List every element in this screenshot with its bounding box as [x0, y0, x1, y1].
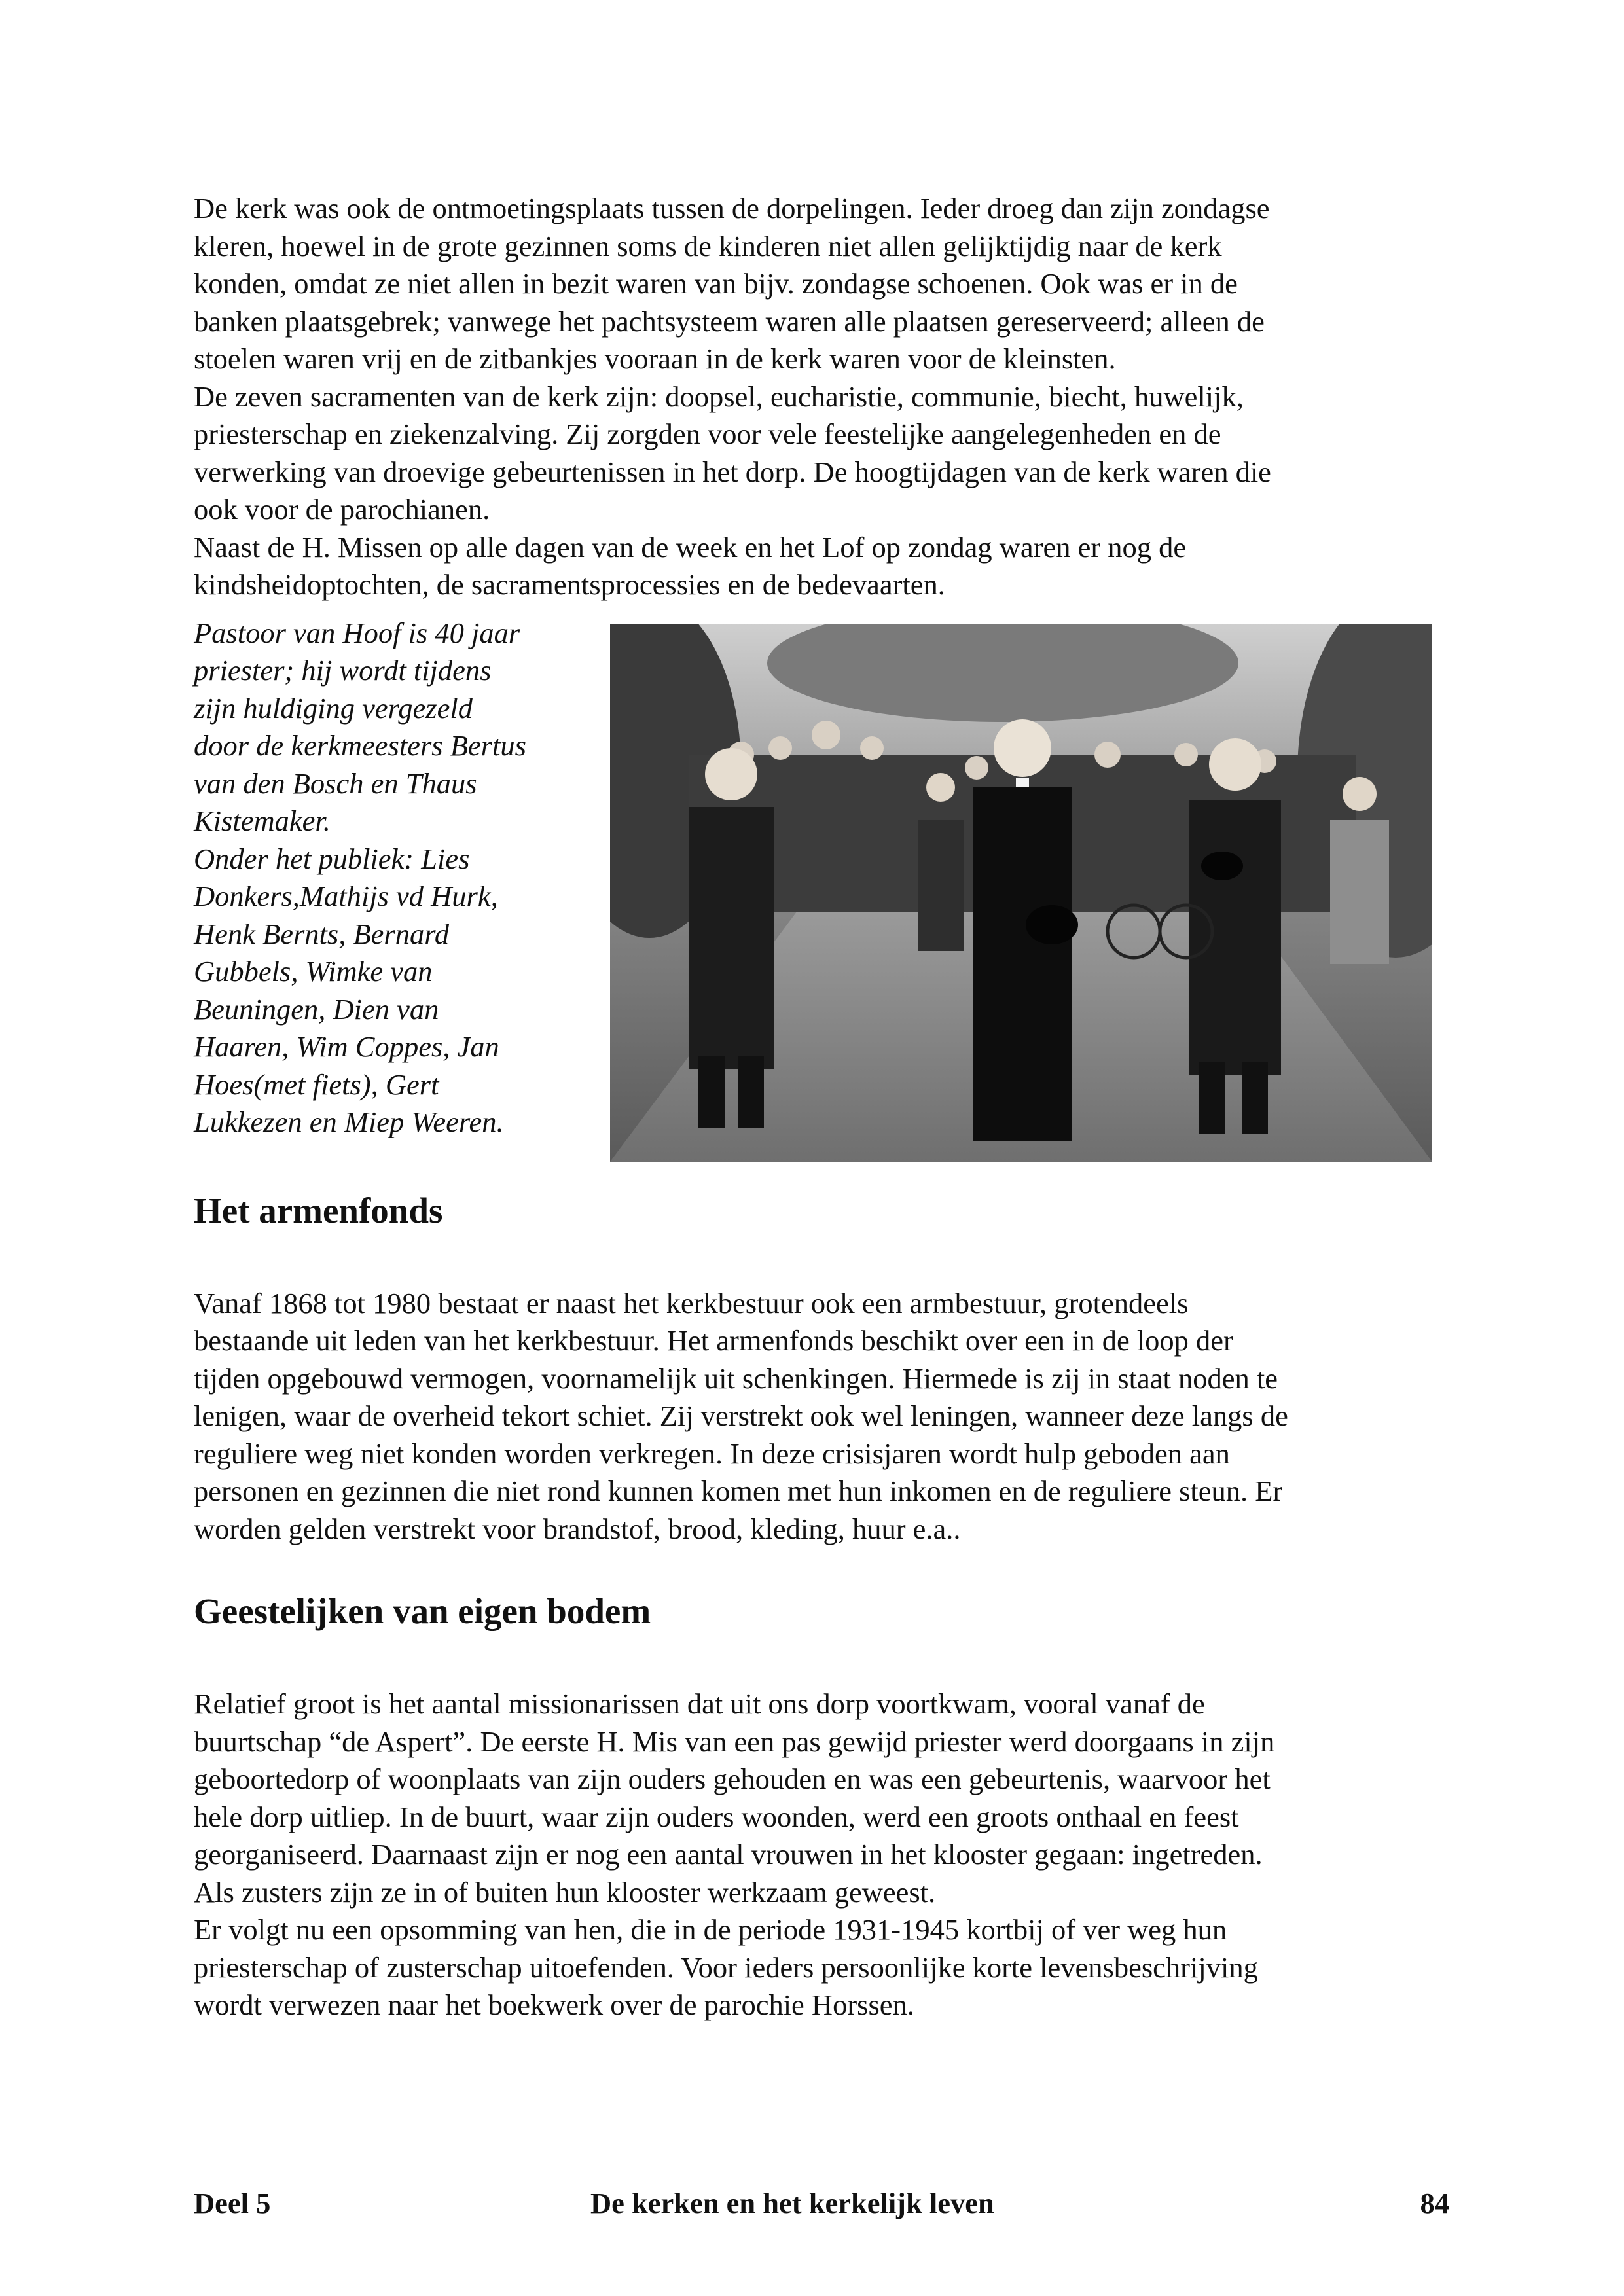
text-line: priesterschap of zusterschap uitoefenden. Voor ieders persoonlijke korte levensbeschrijving [194, 1950, 1258, 1984]
intro-text [194, 190, 1437, 604]
text-line: worden gelden verstrekt voor brandstof, brood, kleding, huur e.a.. [194, 1512, 961, 1545]
text-line: konden, omdat ze niet allen in bezit waren van bijv. zondagse schoenen. Ook was er in de [194, 267, 1238, 300]
footer-part: Deel 5 [194, 2187, 271, 2219]
caption-line: Henk Bernts, Bernard [194, 917, 450, 950]
figure [194, 615, 1437, 1164]
page-footer [194, 2183, 1449, 2223]
text-line: kleren, hoewel in de grote gezinnen soms de kinderen niet allen gelijktijdig naar de kerk [194, 229, 1222, 262]
photo-illustration [610, 624, 1432, 1162]
text-line: kindsheidoptochten, de sacramentsprocessies en de bedevaarten. [194, 568, 945, 601]
text-line: Als zusters zijn ze in of buiten hun klooster werkzaam geweest. [194, 1875, 936, 1909]
caption-line: Beuningen, Dien van [194, 992, 439, 1026]
text-line: Relatief groot is het aantal missionarissen dat uit ons dorp voortkwam, vooral vanaf de [194, 1687, 1205, 1720]
caption-line: Onder het publiek: Lies [194, 842, 470, 875]
photo-caption [194, 615, 586, 1141]
text-line: banken plaatsgebrek; vanwege het pachtsysteem waren alle plaatsen gereserveerd; alleen de [194, 304, 1265, 338]
text-line: bestaande uit leden van het kerkbestuur. Het armenfonds beschikt over een in de loop der [194, 1324, 1233, 1357]
caption-line: Pastoor van Hoof is 40 jaar [194, 616, 520, 649]
text-line: georganiseerd. Daarnaast zijn er nog een aantal vrouwen in het klooster gegaan: ingetreden. [194, 1838, 1263, 1871]
text-line: verwerking van droevige gebeurtenissen in het dorp. De hoogtijdagen van de kerk waren die [194, 455, 1271, 488]
page-content [194, 190, 1437, 2024]
caption-line: Haaren, Wim Coppes, Jan [194, 1030, 499, 1063]
text-line: ook voor de parochianen. [194, 493, 490, 526]
caption-line: Donkers,Mathijs vd Hurk, [194, 880, 498, 912]
text-line: buurtschap “de Aspert”. De eerste H. Mis van een pas gewijd priester werd doorgaans in zijn [194, 1725, 1275, 1758]
text-line: Naast de H. Missen op alle dagen van de week en het Lof op zondag waren er nog de [194, 530, 1187, 564]
text-line: reguliere weg niet konden worden verkregen. In deze crisisjaren wordt hulp geboden aan [194, 1437, 1230, 1470]
text-line: hele dorp uitliep. In de buurt, waar zijn ouders woonden, werd een groots onthaal en feest [194, 1800, 1239, 1833]
caption-line: Gubbels, Wimke van [194, 955, 433, 988]
text-line: geboortedorp of woonplaats van zijn ouders gehouden en was een gebeurtenis, waarvoor het [194, 1763, 1271, 1795]
text-line: De kerk was ook de ontmoetingsplaats tussen de dorpelingen. Ieder droeg dan zijn zondagse [194, 192, 1270, 224]
caption-line: Lukkezen en Miep Weeren. [194, 1105, 504, 1138]
footer-chapter-title: De kerken en het kerkelijk leven [590, 2187, 994, 2219]
section-body-armenfonds [194, 1285, 1437, 1549]
text-line: stoelen waren vrij en de zitbankjes vooraan in de kerk waren voor de kleinsten. [194, 342, 1116, 375]
section-heading-geestelijken: Geestelijken van eigen bodem [194, 1591, 651, 1631]
text-line: De zeven sacramenten van de kerk zijn: doopsel, eucharistie, communie, biecht, huwelijk, [194, 380, 1244, 413]
caption-line: door de kerkmeesters Bertus [194, 729, 526, 762]
section-heading-armenfonds: Het armenfonds [194, 1190, 443, 1230]
caption-line: zijn huldiging vergezeld [194, 691, 473, 725]
text-line: Vanaf 1868 tot 1980 bestaat er naast het kerkbestuur ook een armbestuur, grotendeels [194, 1286, 1189, 1319]
caption-line: Kistemaker. [194, 804, 331, 837]
caption-line: van den Bosch en Thaus [194, 766, 477, 800]
text-line: lenigen, waar de overheid tekort schiet. Zij verstrekt ook wel leningen, wanneer deze langs de [194, 1399, 1288, 1432]
text-line: priesterschap en ziekenzalving. Zij zorgden voor vele feestelijke aangelegenheden en de [194, 418, 1221, 450]
text-line: wordt verwezen naar het boekwerk over de parochie Horssen. [194, 1988, 914, 2021]
caption-line: Hoes(met fiets), Gert [194, 1067, 439, 1101]
text-line: Er volgt nu een opsomming van hen, die in de periode 1931-1945 kortbij of ver weg hun [194, 1913, 1227, 1946]
text-line: personen en gezinnen die niet rond kunnen komen met hun inkomen en de reguliere steun. Er [194, 1475, 1283, 1507]
text-line: tijden opgebouwd vermogen, voornamelijk uit schenkingen. Hiermede is zij in staat noden te [194, 1361, 1278, 1395]
caption-line: priester; hij wordt tijdens [194, 654, 492, 687]
section-body-geestelijken [194, 1685, 1437, 2024]
historical-photo [610, 624, 1432, 1162]
page-number: 84 [1420, 2187, 1449, 2219]
